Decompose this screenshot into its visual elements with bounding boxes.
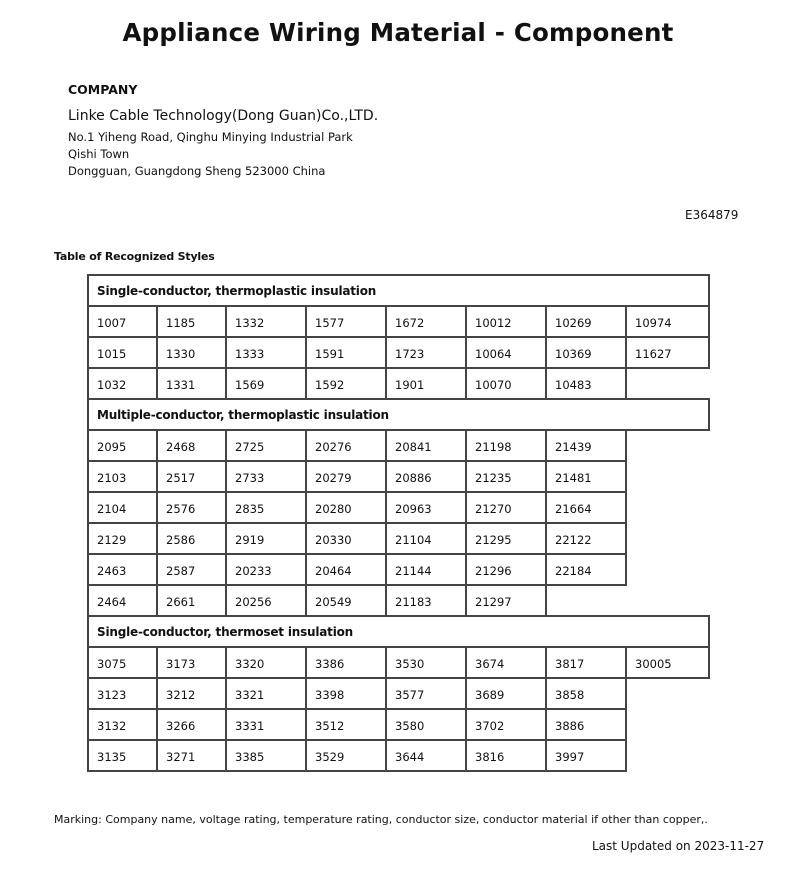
style-cell: 20330 [305,522,387,555]
style-cell: 20841 [385,429,467,462]
style-cell: 20549 [305,584,387,617]
style-cell: 1592 [305,367,387,400]
style-cell: 3331 [225,708,307,741]
page-title: Appliance Wiring Material - Component [122,18,674,47]
style-cell: 2586 [156,522,227,555]
style-cell: 1331 [156,367,227,400]
style-cell: 21198 [465,429,547,462]
style-cell: 3530 [385,646,467,679]
style-cell: 3135 [87,739,158,772]
style-cell: 2587 [156,553,227,586]
style-cell: 3886 [545,708,627,741]
style-cell: 1007 [87,305,158,338]
style-cell: 3858 [545,677,627,710]
section-heading: Multiple-conductor, thermoplastic insulation [87,398,710,431]
style-cell: 1032 [87,367,158,400]
style-cell: 3398 [305,677,387,710]
style-cell: 2095 [87,429,158,462]
style-cell: 2661 [156,584,227,617]
style-cell: 1591 [305,336,387,369]
style-cell: 2835 [225,491,307,524]
style-cell: 10369 [545,336,627,369]
style-cell: 3997 [545,739,627,772]
section-heading: Single-conductor, thermoplastic insulation [87,274,710,307]
style-cell: 3674 [465,646,547,679]
style-cell: 1577 [305,305,387,338]
style-cell: 10974 [625,305,710,338]
style-cell: 3512 [305,708,387,741]
style-cell: 1569 [225,367,307,400]
style-cell: 2725 [225,429,307,462]
style-cell: 3816 [465,739,547,772]
style-cell: 2576 [156,491,227,524]
address-line: No.1 Yiheng Road, Qinghu Minying Industrial Park [68,130,353,144]
style-cell: 3212 [156,677,227,710]
style-cell: 3577 [385,677,467,710]
style-cell: 1185 [156,305,227,338]
style-cell: 30005 [625,646,710,679]
style-cell: 10012 [465,305,547,338]
style-cell: 2463 [87,553,158,586]
style-cell: 21439 [545,429,627,462]
style-cell: 20280 [305,491,387,524]
company-name: Linke Cable Technology(Dong Guan)Co.,LTD. [68,108,379,124]
company-label: COMPANY [68,82,138,97]
style-cell: 20279 [305,460,387,493]
style-cell: 21664 [545,491,627,524]
style-cell: 2517 [156,460,227,493]
style-cell: 3644 [385,739,467,772]
style-cell: 10064 [465,336,547,369]
style-cell: 21296 [465,553,547,586]
style-cell: 1333 [225,336,307,369]
style-cell: 21295 [465,522,547,555]
style-cell: 21144 [385,553,467,586]
style-cell: 1015 [87,336,158,369]
style-cell: 11627 [625,336,710,369]
style-cell: 1672 [385,305,467,338]
style-cell: 3817 [545,646,627,679]
style-cell: 2129 [87,522,158,555]
style-cell: 3386 [305,646,387,679]
style-cell: 3075 [87,646,158,679]
style-cell: 20256 [225,584,307,617]
table-caption: Table of Recognized Styles [54,250,215,263]
style-cell: 2919 [225,522,307,555]
style-cell: 3320 [225,646,307,679]
style-cell: 20963 [385,491,467,524]
style-cell: 10269 [545,305,627,338]
style-cell: 3529 [305,739,387,772]
style-cell: 20464 [305,553,387,586]
style-cell: 22122 [545,522,627,555]
style-cell: 3321 [225,677,307,710]
style-cell: 3580 [385,708,467,741]
style-cell: 3702 [465,708,547,741]
style-cell: 1330 [156,336,227,369]
style-cell: 1332 [225,305,307,338]
style-cell: 2104 [87,491,158,524]
style-cell: 2468 [156,429,227,462]
style-cell: 1901 [385,367,467,400]
style-cell: 3123 [87,677,158,710]
style-cell: 21297 [465,584,547,617]
style-cell: 21104 [385,522,467,555]
style-cell: 21183 [385,584,467,617]
style-cell: 1723 [385,336,467,369]
style-cell: 10070 [465,367,547,400]
style-cell: 10483 [545,367,627,400]
style-cell: 3132 [87,708,158,741]
style-cell: 3385 [225,739,307,772]
style-cell: 20233 [225,553,307,586]
style-cell: 21270 [465,491,547,524]
style-cell: 2733 [225,460,307,493]
style-cell: 20276 [305,429,387,462]
style-cell: 21481 [545,460,627,493]
style-cell: 20886 [385,460,467,493]
style-cell: 2103 [87,460,158,493]
style-cell: 22184 [545,553,627,586]
style-cell: 3271 [156,739,227,772]
style-cell: 2464 [87,584,158,617]
address-line: Dongguan, Guangdong Sheng 523000 China [68,164,326,178]
style-cell: 21235 [465,460,547,493]
style-cell: 3689 [465,677,547,710]
section-heading: Single-conductor, thermoset insulation [87,615,710,648]
last-updated: Last Updated on 2023-11-27 [592,839,765,853]
marking-note: Marking: Company name, voltage rating, temperature rating, conductor size, conductor material if other than copper,. [54,813,708,826]
address-line: Qishi Town [68,147,130,161]
file-number: E364879 [685,208,739,222]
style-cell: 3266 [156,708,227,741]
style-cell: 3173 [156,646,227,679]
